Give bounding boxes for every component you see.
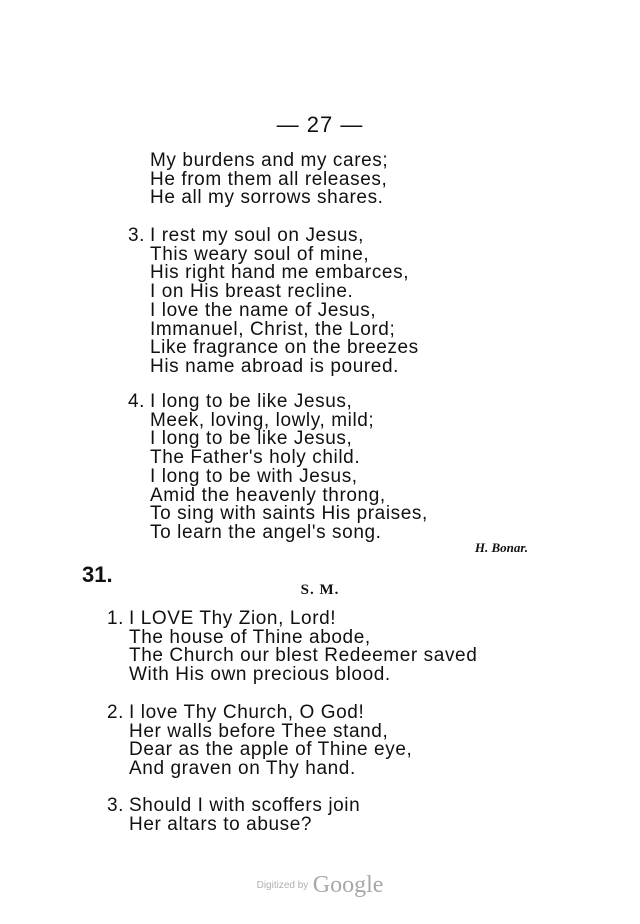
poem-line: Should I with scoffers join [129,795,361,816]
poem-line: Her altars to abuse? [129,813,313,835]
poem-line: I LOVE Thy Zion, Lord! [129,608,337,629]
poem-line: Amid the heavenly throng, [150,484,386,506]
poem-line: I long to be with Jesus, [150,465,358,487]
poem-line: I long to be like Jesus, [150,428,353,450]
poem-line: This weary soul of mine, [150,243,370,265]
google-logo: Google [312,872,384,898]
hymn-31-stanza-1 [107,608,478,686]
stanza-number: 3. [107,795,125,816]
poem-line: I love the name of Jesus, [150,299,377,321]
page-number: — 27 — [276,112,364,137]
poem-line: The Father's holy child. [150,447,361,469]
poem-line: With His own precious blood. [129,664,391,686]
poem-line: He from them all releases, [150,168,388,190]
poem-line: To sing with saints His praises, [150,503,428,525]
poem-line: I love Thy Church, O God! [129,702,365,723]
hymn-meter: S. M. [300,582,340,598]
poem-line: My burdens and my cares; [150,150,389,171]
poem-line: The house of Thine abode, [129,626,371,648]
poem-line: To learn the angel's song. [150,521,382,543]
stanza-number: 4. [128,391,146,412]
stanza-continued [150,152,388,208]
poem-line: Meek, loving, lowly, mild; [150,409,375,431]
poem-line: His name abroad is poured. [150,355,400,377]
poem-line: I rest my soul on Jesus, [150,225,364,246]
stanza-4 [128,391,428,543]
google-watermark [0,872,640,899]
poem-line: His right hand me embarces, [150,262,410,284]
poem-line: He all my sorrows shares. [150,187,384,209]
poem-line: I long to be like Jesus, [150,391,353,412]
hymn-31-stanza-2 [107,702,413,780]
poem-line: The Church our blest Redeemer saved [129,645,478,667]
stanza-number: 1. [107,608,125,629]
stanza-3 [128,225,419,377]
hymn-31-stanza-3 [107,795,361,835]
attribution: H. Bonar. [474,540,528,555]
poem-line: Her walls before Thee stand, [129,720,389,742]
poem-line: Dear as the apple of Thine eye, [129,739,413,761]
poem-line: Immanuel, Christ, the Lord; [150,318,396,340]
hymn-number: 31. [82,562,113,587]
stanza-number: 3. [128,225,146,246]
poem-line: I on His breast recline. [150,281,354,303]
poem-line: And graven on Thy hand. [129,758,356,780]
stanza-number: 2. [107,702,125,723]
poem-line: Like fragrance on the breezes [150,337,419,359]
watermark-prefix: Digitized by [256,880,309,891]
